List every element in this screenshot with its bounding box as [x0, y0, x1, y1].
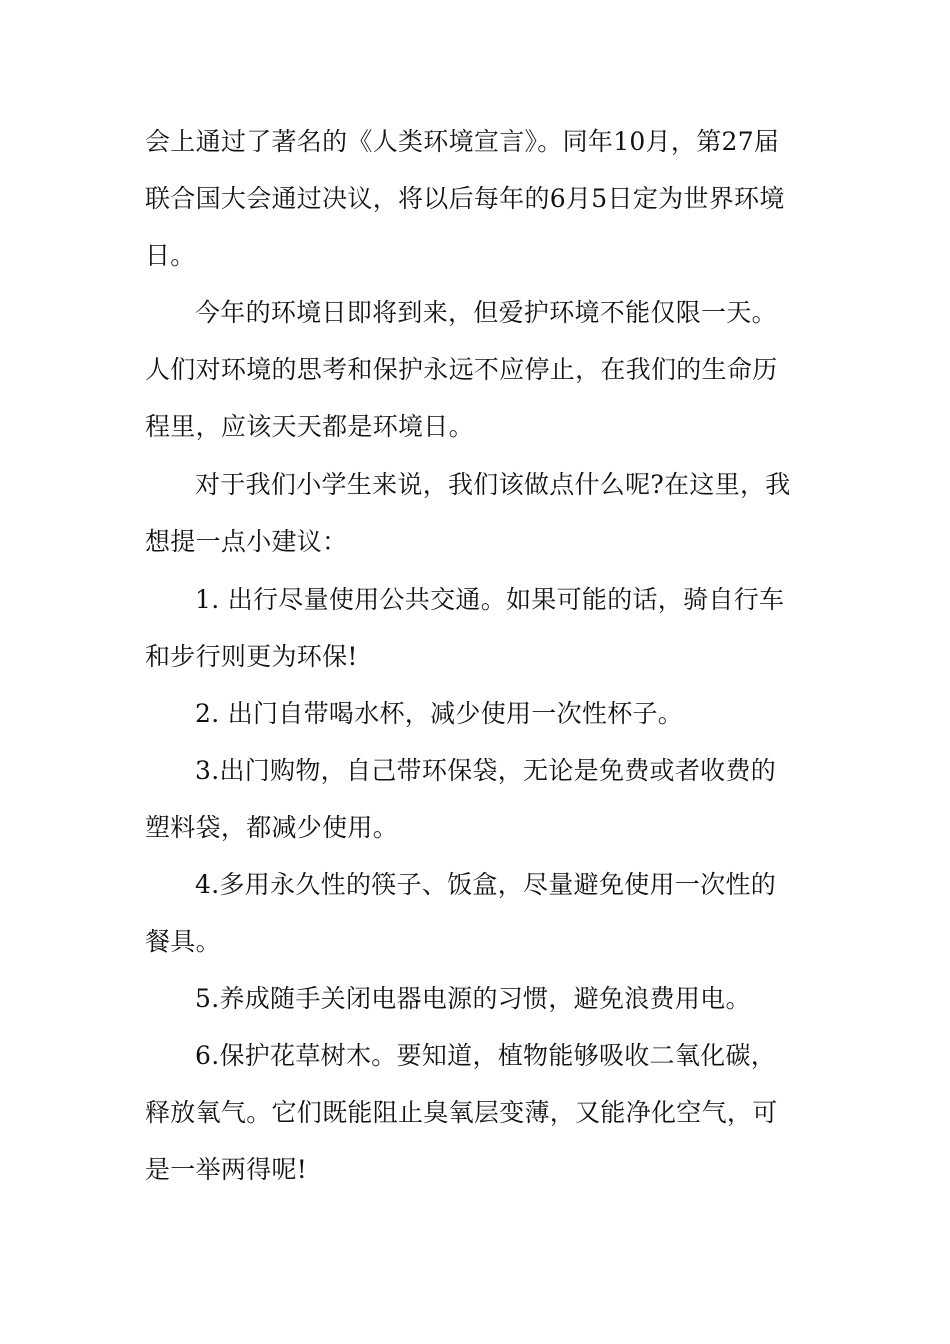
suggestion-1-line-2: 和步行则更为环保! — [145, 642, 358, 671]
paragraph-2-line-2: 人们对环境的思考和保护永远不应停止，在我们的生命历 — [145, 355, 778, 384]
suggestion-4-line-2: 餐具。 — [145, 927, 221, 956]
paragraph-3-line-1: 对于我们小学生来说，我们该做点什么呢?在这里，我 — [195, 470, 791, 499]
paragraph-1-line-1: 会上通过了著名的《人类环境宣言》。同年10月，第27届 — [145, 127, 780, 156]
paragraph-2-line-1: 今年的环境日即将到来，但爱护环境不能仅限一天。 — [195, 298, 777, 327]
suggestion-3-line-2: 塑料袋，都减少使用。 — [145, 813, 399, 842]
suggestion-5-line-1: 5.养成随手关闭电器电源的习惯，避免浪费用电。 — [195, 984, 751, 1013]
suggestion-3-line-1: 3.出门购物，自己带环保袋，无论是免费或者收费的 — [195, 756, 777, 785]
paragraph-1-line-2: 联合国大会通过决议，将以后每年的6月5日定为世界环境 — [145, 184, 785, 213]
suggestion-6-line-3: 是一举两得呢! — [145, 1155, 308, 1184]
suggestion-4-line-1: 4.多用永久性的筷子、饭盒，尽量避免使用一次性的 — [195, 870, 777, 899]
suggestion-6-line-1: 6.保护花草树木。要知道，植物能够吸收二氧化碳， — [195, 1041, 777, 1070]
paragraph-2-line-3: 程里，应该天天都是环境日。 — [145, 412, 474, 441]
suggestion-1-line-1: 1. 出行尽量使用公共交通。如果可能的话，骑自行车 — [195, 585, 785, 614]
paragraph-3-line-2: 想提一点小建议： — [145, 527, 348, 556]
suggestion-6-line-2: 释放氧气。它们既能阻止臭氧层变薄，又能净化空气，可 — [145, 1098, 778, 1127]
suggestion-2-line-1: 2. 出门自带喝水杯，减少使用一次性杯子。 — [195, 699, 684, 728]
paragraph-1-line-3: 日。 — [145, 241, 196, 270]
